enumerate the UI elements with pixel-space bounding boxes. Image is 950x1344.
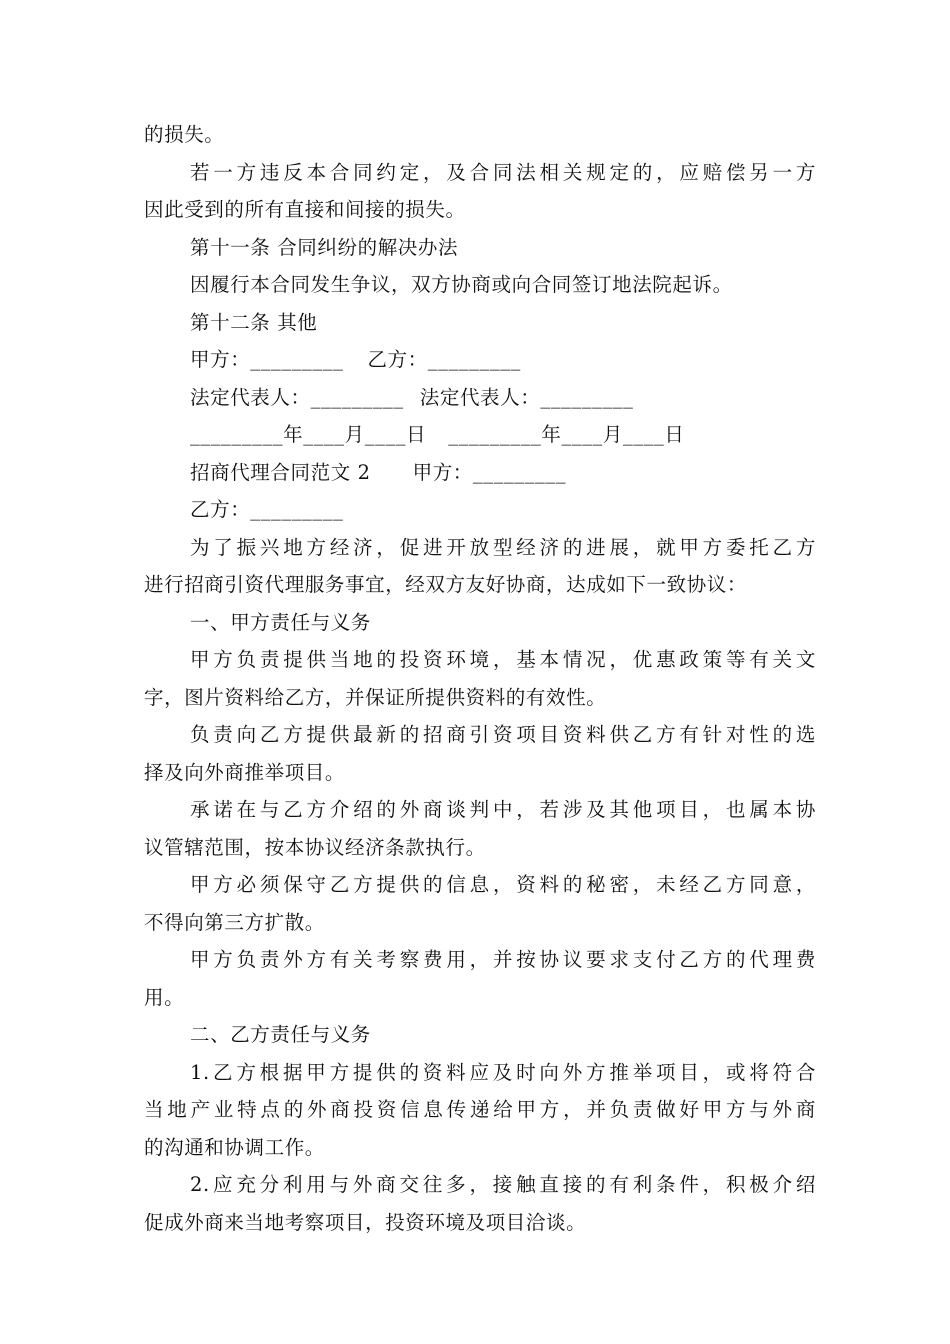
section-heading: 二、乙方责任与义务 [190, 1023, 371, 1046]
paragraph-line: 负责向乙方提供最新的招商引资项目资料供乙方有针对性的选 [190, 723, 816, 746]
paragraph-line: 2.应充分利用与外商交往多，接触直接的有利条件，积极介绍 [190, 1173, 816, 1196]
section-heading: 第十二条 其他 [190, 310, 318, 334]
paragraph-line: 甲方必须保守乙方提供的信息，资料的秘密，未经乙方同意， [190, 873, 816, 896]
document-page [144, 116, 816, 1241]
date-b-field: _________年____月____日 [448, 423, 685, 446]
paragraph-line: 为了振兴地方经济，促进开放型经济的进展，就甲方委托乙方 [190, 535, 816, 559]
paragraph-line: 的沟通和协调工作。 [144, 1135, 325, 1159]
party-b-field: 乙方：_________ [190, 498, 344, 521]
paragraph-line: 促成外商来当地考察项目，投资环境及项目洽谈。 [144, 1210, 587, 1234]
paragraph-line: 1.乙方根据甲方提供的资料应及时向外方推举项目，或将符合 [190, 1060, 816, 1084]
paragraph-line: 甲方负责外方有关考察费用，并按协议要求支付乙方的代理费 [190, 948, 816, 971]
paragraph-line: 字，图片资料给乙方，并保证所提供资料的有效性。 [144, 685, 607, 709]
paragraph-line: 当地产业特点的外商投资信息传递给甲方，并负责做好甲方与外商 [144, 1098, 816, 1121]
section-heading: 一、甲方责任与义务 [190, 610, 371, 634]
signature-row [144, 341, 816, 379]
section-heading: 第十一条 合同纠纷的解决办法 [190, 235, 459, 259]
legal-rep-b-field: 法定代表人：_________ [419, 385, 634, 409]
paragraph-line: 承诺在与乙方介绍的外商谈判中，若涉及其他项目，也属本协 [190, 798, 816, 821]
paragraph-line: 进行招商引资代理服务事宜，经双方友好协商，达成如下一致协议： [144, 573, 748, 596]
paragraph-line: 的损失。 [144, 123, 225, 146]
paragraph-line: 因此受到的所有直接和间接的损失。 [144, 198, 466, 221]
party-a-field: 甲方：_________ [190, 348, 344, 371]
paragraph-line: 甲方负责提供当地的投资环境，基本情况，优惠政策等有关文 [190, 648, 816, 671]
signature-row [144, 379, 816, 417]
paragraph-line: 不得向第三方扩散。 [144, 910, 325, 934]
paragraph-line: 若一方违反本合同约定，及合同法相关规定的，应赔偿另一方 [190, 160, 816, 184]
date-row [144, 416, 816, 454]
legal-rep-a-field: 法定代表人：_________ [190, 385, 404, 409]
party-b-field: 乙方：_________ [367, 348, 521, 371]
party-a-field: 甲方：_________ [412, 460, 567, 484]
date-a-field: _________年____月____日 [190, 423, 427, 446]
paragraph-line: 议管辖范围，按本协议经济条款执行。 [144, 835, 486, 859]
paragraph-line: 因履行本合同发生争议，双方协商或向合同签订地法院起诉。 [190, 273, 733, 296]
contract-title-row [144, 454, 816, 492]
contract-title: 招商代理合同范文 2 [190, 460, 371, 484]
paragraph-line: 择及向外商推举项目。 [144, 760, 346, 784]
paragraph-line: 用。 [144, 985, 185, 1009]
